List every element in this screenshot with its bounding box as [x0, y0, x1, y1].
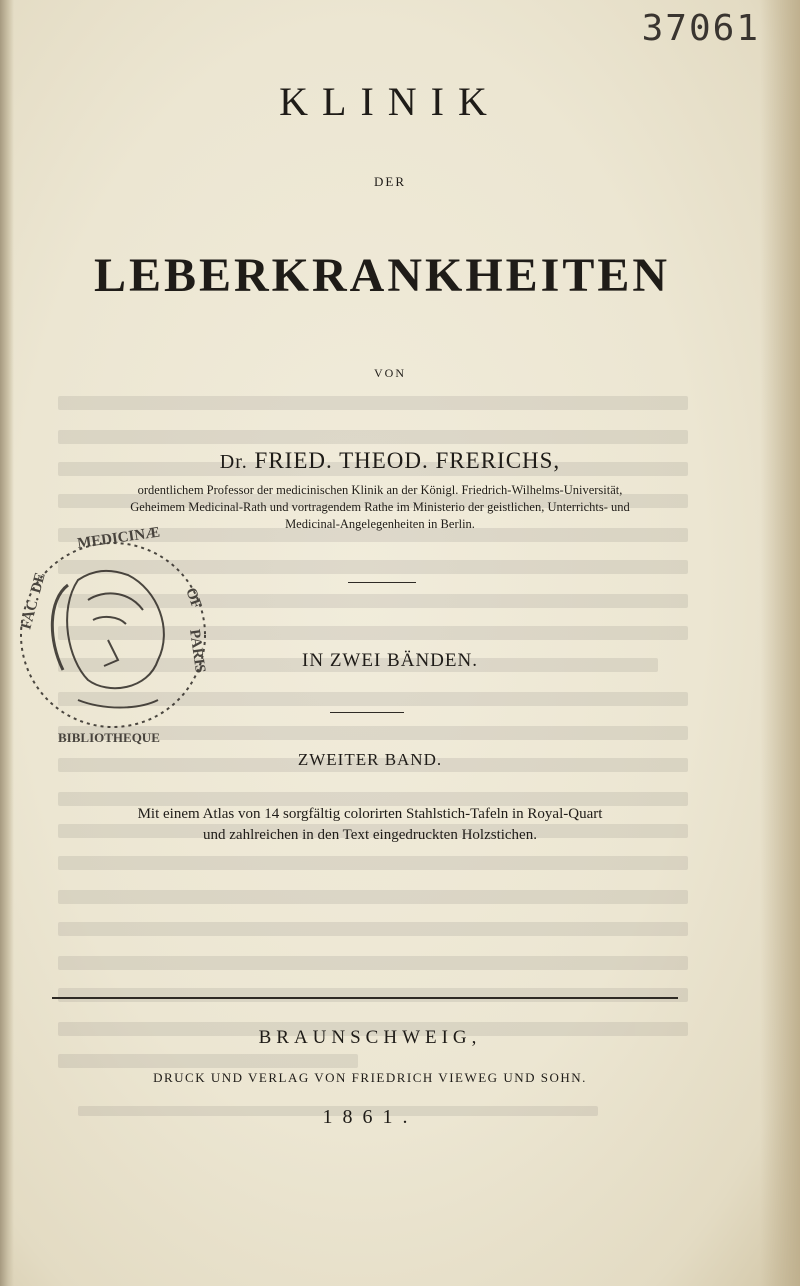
- imprint-year: 1861.: [322, 1106, 418, 1128]
- page-edge-right: [760, 0, 800, 1286]
- atlas-note: [50, 804, 690, 846]
- atlas-note-line: und zahlreichen in den Text eingedruckten Holzstichen.: [203, 827, 537, 843]
- svg-text:PARIS: PARIS: [186, 628, 208, 675]
- affiliation-line: ordentlichem Professor der medicinischen Klinik an der Königl. Friedrich-Wilhelms-Universität,: [137, 483, 623, 497]
- svg-text:BIBLIOTHEQUE: BIBLIOTHEQUE: [58, 730, 160, 745]
- svg-text:FAC. DE: FAC. DE: [18, 570, 49, 632]
- imprint-city: BRAUNSCHWEIG,: [258, 1027, 482, 1048]
- svg-text:MEDICINÆ: MEDICINÆ: [76, 524, 162, 552]
- author-prefix: Dr.: [219, 451, 248, 473]
- divider-rule: [330, 712, 404, 713]
- volume-count: IN ZWEI BÄNDEN.: [302, 650, 478, 671]
- divider-rule: [348, 582, 416, 583]
- affiliation-line: Medicinal-Angelegenheiten in Berlin.: [285, 517, 475, 531]
- divider-rule-long: [52, 997, 678, 999]
- atlas-note-line: Mit einem Atlas von 14 sorgfältig colorirten Stahlstich-Tafeln in Royal-Quart: [137, 806, 603, 822]
- svg-text:OF: OF: [182, 585, 205, 611]
- author-line: [20, 448, 760, 474]
- author-name: FRIED. THEOD. FRERICHS,: [254, 448, 561, 473]
- catalog-number: 37061: [641, 8, 760, 49]
- imprint-publisher: DRUCK UND VERLAG VON FRIEDRICH VIEWEG UND SOHN.: [153, 1070, 587, 1085]
- label-von: VON: [374, 366, 406, 380]
- title-leberkrankheiten: LEBERKRANKHEITEN: [93, 249, 671, 302]
- volume-label: ZWEITER BAND.: [297, 750, 443, 769]
- title-klinik: KLINIK: [279, 79, 501, 124]
- affiliation-line: Geheimem Medicinal-Rath und vortragendem Rathe im Ministerio der geistlichen, Unterrichts- und: [130, 500, 630, 514]
- title-der: DER: [374, 174, 406, 189]
- library-stamp-seal: [8, 520, 218, 760]
